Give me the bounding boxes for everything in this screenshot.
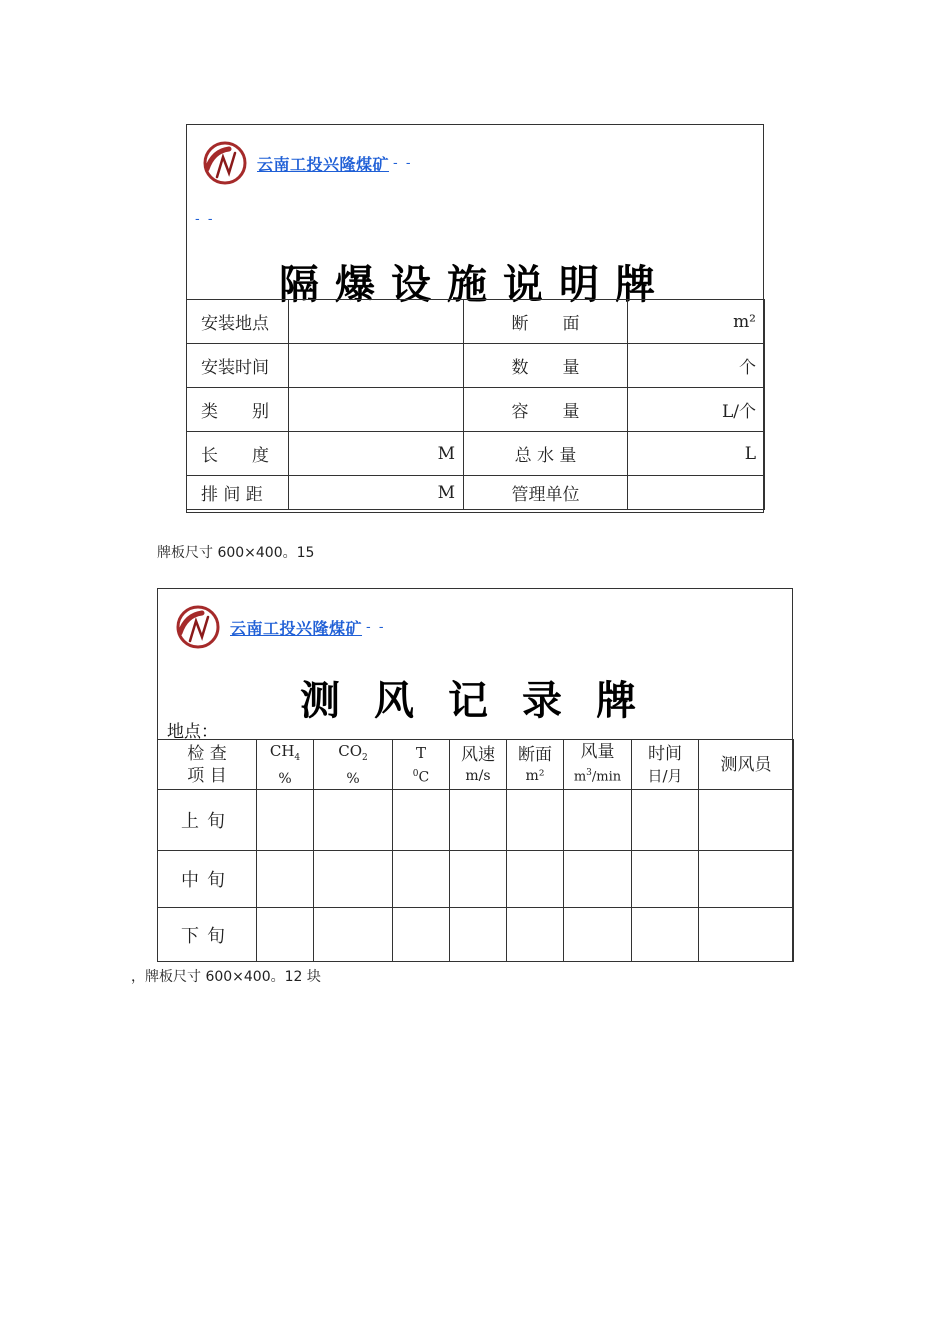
table-row <box>158 790 794 851</box>
table-row <box>187 388 765 432</box>
label-cell: 容 量 <box>464 388 628 432</box>
header-time: 时间 日/月 <box>632 740 699 790</box>
value-cell[interactable]: L <box>628 432 765 476</box>
company-name[interactable]: 云南工投兴隆煤矿 <box>230 618 363 638</box>
data-cell[interactable] <box>257 790 314 851</box>
data-cell[interactable] <box>314 851 393 908</box>
data-cell[interactable] <box>393 908 450 962</box>
label-cell: 安装时间 <box>187 344 289 388</box>
sign-title: 隔爆设施说明牌 <box>279 262 671 308</box>
stray-dash: - - <box>195 212 215 227</box>
location-label: 地点： <box>167 722 218 742</box>
table-row <box>187 344 765 388</box>
label-cell: 长 度 <box>187 432 289 476</box>
value-cell[interactable]: m² <box>628 300 765 344</box>
data-cell[interactable] <box>314 790 393 851</box>
data-cell[interactable] <box>507 790 564 851</box>
data-cell[interactable] <box>564 851 632 908</box>
data-cell[interactable] <box>564 790 632 851</box>
data-cell[interactable] <box>632 790 699 851</box>
table-row <box>158 908 794 962</box>
data-cell[interactable] <box>699 851 794 908</box>
value-cell[interactable] <box>289 344 464 388</box>
label-cell: 断 面 <box>464 300 628 344</box>
caption-size-1: 牌板尺寸 600×400。15 <box>157 545 315 561</box>
period-cell: 下旬 <box>158 908 257 962</box>
ventilation-record-table <box>157 739 794 962</box>
table-row <box>187 432 765 476</box>
company-logo-icon <box>174 603 222 651</box>
data-cell[interactable] <box>393 790 450 851</box>
brand-dash: - - <box>366 619 386 635</box>
header-check-item: 检 查 项 目 <box>158 740 257 790</box>
data-cell[interactable] <box>507 908 564 962</box>
data-cell[interactable] <box>699 790 794 851</box>
data-cell[interactable] <box>257 908 314 962</box>
ventilation-record-sign <box>157 588 793 962</box>
header-measurer: 测风员 <box>699 740 794 790</box>
value-cell[interactable] <box>628 476 765 510</box>
table-row <box>158 851 794 908</box>
header-temperature: T $^0$C <box>393 740 450 790</box>
label-cell: 数 量 <box>464 344 628 388</box>
header-air-volume: 风量 $m^3/\min$ <box>564 740 632 790</box>
barrier-info-table <box>186 299 765 510</box>
company-name[interactable]: 云南工投兴隆煤矿 <box>257 154 390 174</box>
value-cell[interactable]: 个 <box>628 344 765 388</box>
table-row <box>187 300 765 344</box>
label-cell: 排 间 距 <box>187 476 289 510</box>
header-row <box>158 740 794 790</box>
data-cell[interactable] <box>507 851 564 908</box>
data-cell[interactable] <box>564 908 632 962</box>
label-cell: 安装地点 <box>187 300 289 344</box>
data-cell[interactable] <box>699 908 794 962</box>
company-logo-icon <box>201 139 249 187</box>
data-cell[interactable] <box>450 790 507 851</box>
label-cell: 类 别 <box>187 388 289 432</box>
value-cell[interactable] <box>289 300 464 344</box>
company-brand <box>174 603 386 651</box>
label-cell: 总 水 量 <box>464 432 628 476</box>
period-cell: 上旬 <box>158 790 257 851</box>
period-cell: 中旬 <box>158 851 257 908</box>
table-row <box>187 476 765 510</box>
data-cell[interactable] <box>314 908 393 962</box>
data-cell[interactable] <box>450 908 507 962</box>
company-brand <box>201 139 413 187</box>
data-cell[interactable] <box>257 851 314 908</box>
header-co2: $CO_2$ % <box>314 740 393 790</box>
data-cell[interactable] <box>450 851 507 908</box>
label-cell: 管理单位 <box>464 476 628 510</box>
caption-size-2: ，牌板尺寸 600×400。12 块 <box>131 969 321 985</box>
data-cell[interactable] <box>632 851 699 908</box>
header-wind-speed: 风速 m/s <box>450 740 507 790</box>
value-cell[interactable] <box>289 388 464 432</box>
sign-title: 测风记录牌 <box>300 678 670 724</box>
header-ch4: $CH_4$ % <box>257 740 314 790</box>
value-cell[interactable]: M <box>289 476 464 510</box>
value-cell[interactable]: M <box>289 432 464 476</box>
data-cell[interactable] <box>632 908 699 962</box>
value-cell[interactable]: L/个 <box>628 388 765 432</box>
data-cell[interactable] <box>393 851 450 908</box>
brand-dash: - - <box>393 155 413 171</box>
explosion-barrier-sign <box>186 124 764 513</box>
header-section-area: 断面 m² <box>507 740 564 790</box>
